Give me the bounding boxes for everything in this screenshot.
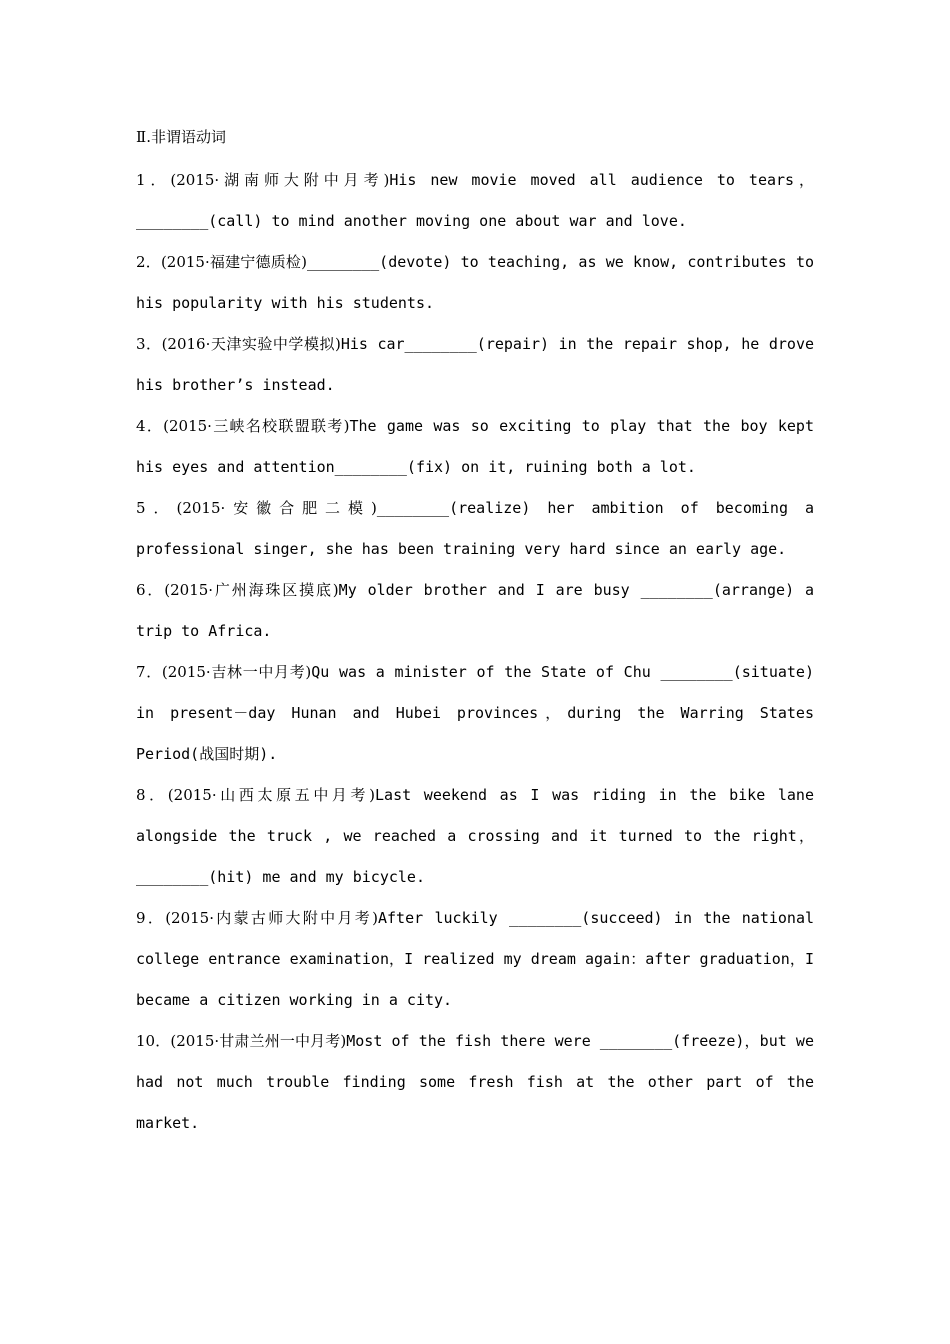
question-text: After luckily ________(succeed) in the national college entrance examination，I realized my dream again：after graduation，I became a citizen working in a city. bbox=[136, 909, 815, 1009]
question-number: 8． bbox=[136, 786, 168, 804]
question-item bbox=[136, 406, 814, 488]
question-number: 9． bbox=[136, 909, 166, 927]
document-content bbox=[136, 124, 814, 1144]
question-number: 2． bbox=[136, 253, 161, 271]
question-source: (2015·广州海珠区摸底) bbox=[164, 581, 339, 599]
question-text: My older brother and I are busy ________(arrange) a trip to Africa. bbox=[136, 581, 815, 640]
question-item bbox=[136, 898, 814, 1021]
section-title: Ⅱ.非谓语动词 bbox=[136, 128, 226, 146]
question-text: His car________(repair) in the repair shop, he drove his brother’s instead. bbox=[136, 335, 815, 394]
question-number: 1． bbox=[136, 171, 171, 189]
question-number: 7． bbox=[136, 663, 162, 681]
question-source: (2015·吉林一中月考) bbox=[161, 663, 312, 681]
question-number: 10． bbox=[136, 1032, 171, 1050]
question-number: 4． bbox=[136, 417, 164, 435]
question-source: (2015·三峡名校联盟联考) bbox=[163, 417, 350, 435]
question-item bbox=[136, 1021, 814, 1144]
question-source: (2015·内蒙古师大附中月考) bbox=[165, 909, 378, 927]
question-text: ________(realize) her ambition of becoming a professional singer, she has been training very hard since an early age. bbox=[136, 499, 814, 558]
question-item bbox=[136, 652, 814, 775]
question-item bbox=[136, 775, 814, 898]
question-item bbox=[136, 242, 814, 324]
question-text: Most of the fish there were ________(freeze)，but we had not much trouble finding some fresh fish at the other part of the market. bbox=[136, 1032, 814, 1132]
question-text: Qu was a minister of the State of Chu ________(situate) in present－day Hunan and Hubei provinces，during the Warring States Period(战国时期). bbox=[136, 663, 814, 763]
question-text: Last weekend as I was riding in the bike lane alongside the truck , we reached a crossing and it turned to the right，________(hit) me and my bicycle. bbox=[136, 786, 814, 886]
question-source: (2015·福建宁德质检) bbox=[160, 253, 307, 271]
question-source: (2015·甘肃兰州一中月考) bbox=[170, 1032, 347, 1050]
question-item bbox=[136, 160, 814, 242]
question-source: (2015·湖南师大附中月考) bbox=[170, 171, 390, 189]
question-item bbox=[136, 570, 814, 652]
question-source: (2015·安徽合肥二模) bbox=[176, 499, 377, 517]
question-item bbox=[136, 488, 814, 570]
question-text: His new movie moved all audience to tears，________(call) to mind another moving one about war and love. bbox=[136, 171, 814, 230]
question-item bbox=[136, 324, 814, 406]
question-number: 5． bbox=[136, 499, 177, 517]
question-text: ________(devote) to teaching, as we know, contributes to his popularity with his students. bbox=[136, 253, 814, 312]
question-number: 6． bbox=[136, 581, 165, 599]
question-text: The game was so exciting to play that the boy kept his eyes and attention________(fix) on it, ruining both a lot. bbox=[136, 417, 814, 476]
question-source: (2016·天津实验中学模拟) bbox=[161, 335, 341, 353]
question-number: 3． bbox=[136, 335, 162, 353]
question-source: (2015·山西太原五中月考) bbox=[167, 786, 376, 804]
